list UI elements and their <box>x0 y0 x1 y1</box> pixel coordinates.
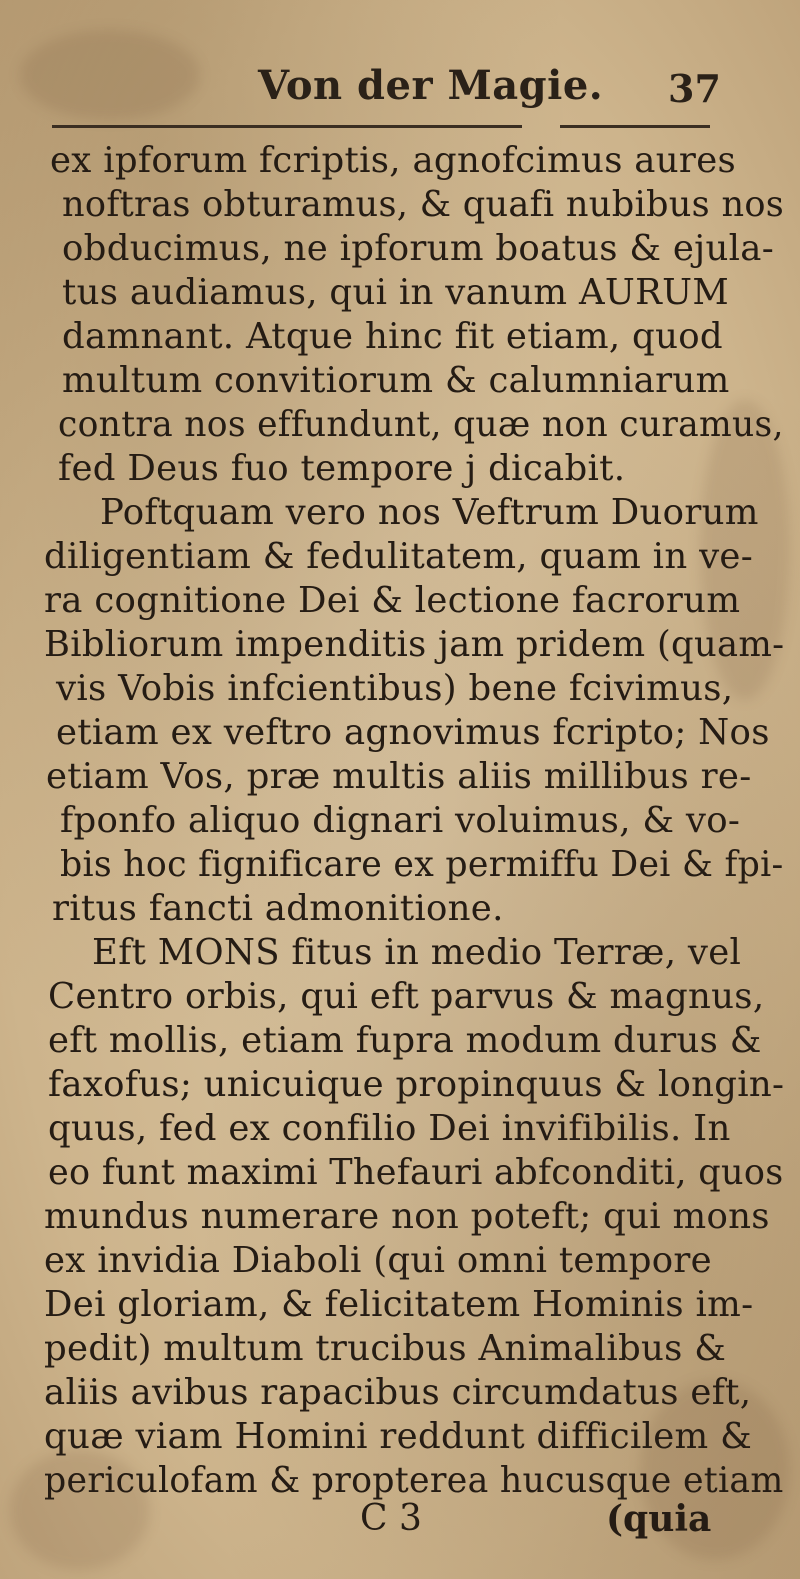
text-line: quus, fed ex confilio Dei invifibilis. In <box>48 1108 731 1149</box>
text-line: ex ipforum fcriptis, agnofcimus aures <box>50 140 737 181</box>
text-line: aliis avibus rapacibus circumdatus eft, <box>44 1372 752 1413</box>
text-line: diligentiam & fedulitatem, quam in ve- <box>44 536 754 577</box>
text-line: eft mollis, etiam fupra modum durus & <box>48 1020 762 1061</box>
text-line: mundus numerare non poteft; qui mons <box>44 1196 770 1237</box>
text-line: Centro orbis, qui eft parvus & magnus, <box>48 976 765 1017</box>
catchword: (quia <box>606 1498 712 1540</box>
text-line: pedit) multum trucibus Animalibus & <box>44 1328 727 1369</box>
text-line: fponfo aliquo dignari voluimus, & vo- <box>60 800 741 841</box>
text-line: Eft MONS fitus in medio Terræ, vel <box>92 932 742 973</box>
text-line: Dei gloriam, & felicitatem Hominis im- <box>44 1284 754 1325</box>
text-line: quæ viam Homini reddunt difficilem & <box>44 1416 752 1457</box>
header-rule <box>52 125 522 128</box>
text-line: etiam Vos, præ multis aliis millibus re- <box>46 756 752 797</box>
text-line: periculofam & propterea hucusque etiam <box>44 1460 784 1501</box>
page-header <box>30 58 770 118</box>
text-line: obducimus, ne ipforum boatus & ejula- <box>62 228 775 269</box>
text-line: noftras obturamus, & quafi nubibus nos <box>62 184 785 225</box>
text-line: damnant. Atque hinc fit etiam, quod <box>62 316 723 357</box>
text-line: multum convitiorum & calumniarum <box>62 360 730 401</box>
text-line: tus audiamus, qui in vanum AURUM <box>62 272 729 313</box>
text-line: ritus fancti admonitione. <box>52 888 504 929</box>
text-line: Poftquam vero nos Veftrum Duorum <box>100 492 759 533</box>
text-line: contra nos effundunt, quæ non curamus, <box>58 404 784 445</box>
text-line: bis hoc fignificare ex permiffu Dei & fpi- <box>60 844 784 885</box>
text-line: fed Deus fuo tempore j dicabit. <box>58 448 626 489</box>
page-number: 37 <box>668 66 721 111</box>
running-title: Von der Magie. <box>258 62 604 109</box>
text-line: vis Vobis infcientibus) bene fcivimus, <box>56 668 734 709</box>
text-line: ex invidia Diaboli (qui omni tempore <box>44 1240 712 1281</box>
text-line: Bibliorum impenditis jam pridem (quam- <box>44 624 785 665</box>
text-line: faxofus; unicuique propinquus & longin- <box>48 1064 785 1105</box>
text-line: eo funt maximi Thefauri abfconditi, quos <box>48 1152 784 1193</box>
text-line: ra cognitione Dei & lectione facrorum <box>44 580 741 621</box>
header-rule-right <box>560 125 710 128</box>
text-line: etiam ex veftro agnovimus fcripto; Nos <box>56 712 770 753</box>
signature-mark: C 3 <box>360 1498 422 1539</box>
